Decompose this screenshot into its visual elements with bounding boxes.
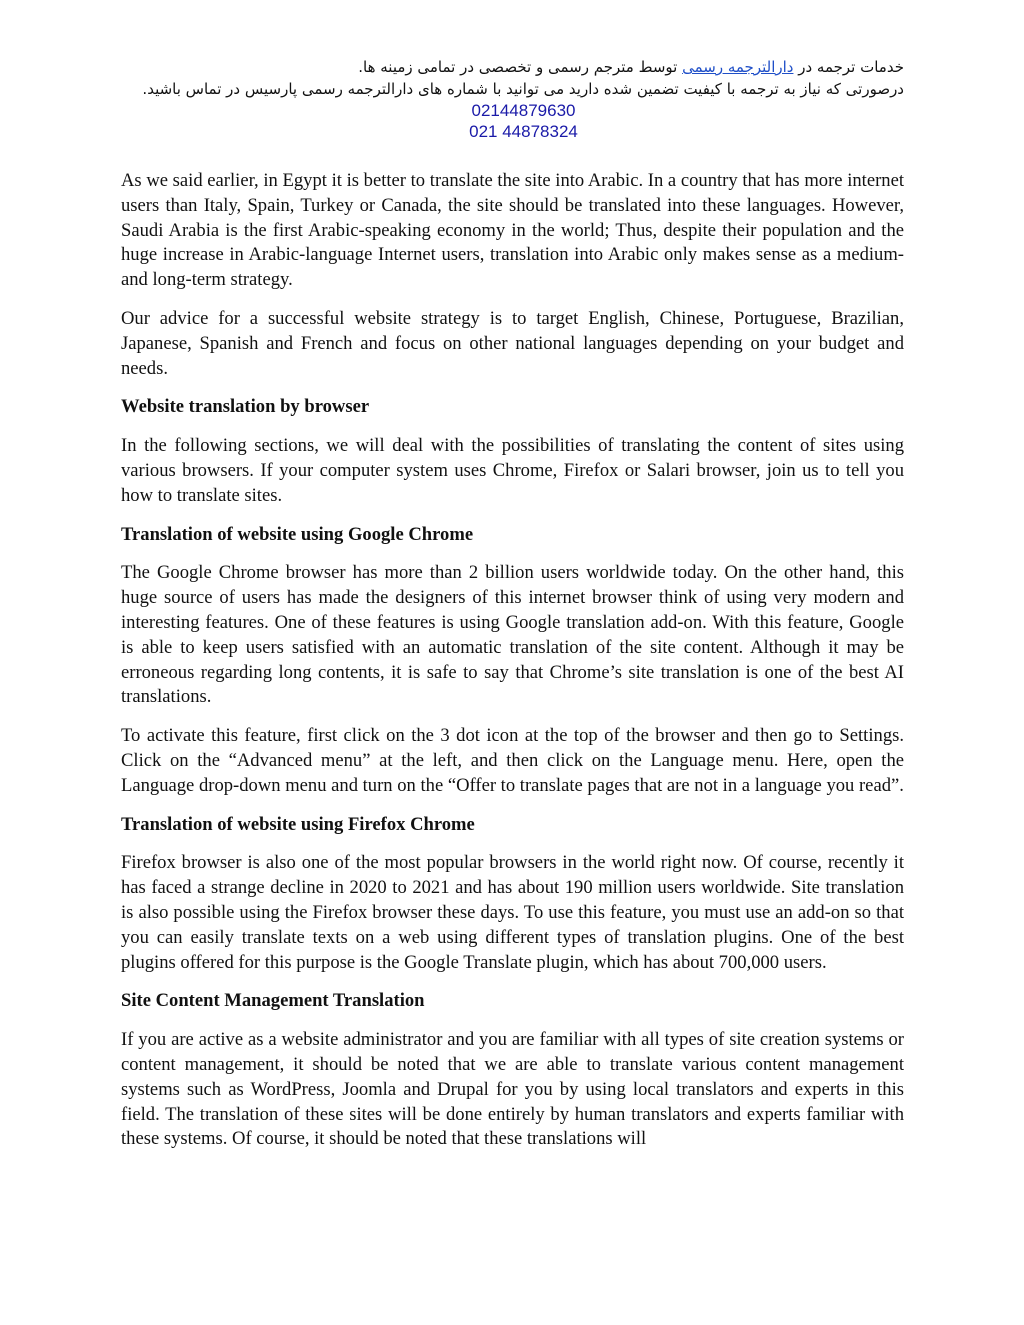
paragraph-chrome-users: The Google Chrome browser has more than 2 billion users worldwide today. On the other hand, this huge source of users has made the designers of this internet browser think of using very modern and interesting features. One of these features is using Google translation add-on. With this feature, Google is able to keep users satisfied with an automatic translation of the site content. Although it may be erroneous regarding long contents, it is safe to say that Chrome’s site translation is one of the best AI translations. xyxy=(121,562,904,708)
paragraph-cms: If you are active as a website administrator and you are familiar with all types of site creation systems or content management, it should be noted that we are able to translate various content management systems such as WordPress, Joomla and Drupal for you by using local translators and experts in this field. The translation of these sites will be done entirely by human translators and experts familiar with these systems. Of course, it should be noted that these translations will xyxy=(121,1029,904,1150)
document-body xyxy=(121,169,904,1166)
header-line-1-prefix: خدمات ترجمه در xyxy=(793,58,904,76)
heading-browser-translation: Website translation by browser xyxy=(121,396,370,418)
header-line-2: درصورتی که نیاز به ترجمه با کیفیت تضمین شده دارید می توانید با شماره های دارالترجمه رسمی پارسیس در تماس باشید. xyxy=(142,80,904,98)
paragraph-browser-intro: In the following sections, we will deal with the possibilities of translating the content of sites using various browsers. If your computer system uses Chrome, Firefox or Salari browser, join us to tell you how to translate sites. xyxy=(121,435,904,506)
paragraph-chrome-activation: To activate this feature, first click on the 3 dot icon at the top of the browser and then go to Settings. Click on the “Advanced menu” at the left, and then click on the Language menu. Here, open the Language drop-down menu and turn on the “Offer to translate pages that are not in a language you read”. xyxy=(121,725,904,796)
official-translation-link[interactable]: دارالترجمه رسمی xyxy=(682,58,794,76)
paragraph-firefox: Firefox browser is also one of the most popular browsers in the world right now. Of course, recently it has faced a strange decline in 2020 to 2021 and has about 190 million users worldwide. Site translation is also possible using the Firefox browser these days. To use this feature, you must use an add-on so that you can easily translate texts on a web using different types of translation plugins. One of the best plugins offered for this purpose is the Google Translate plugin, which has about 700,000 users. xyxy=(121,852,904,973)
phone-number-1[interactable]: 02144879630 xyxy=(471,101,576,120)
heading-google-chrome: Translation of website using Google Chrome xyxy=(121,523,474,545)
header-line-1-suffix: توسط مترجم رسمی و تخصصی در تمامی زمینه ها. xyxy=(358,58,683,76)
phone-numbers xyxy=(121,100,904,142)
paragraph-egypt-arabic: As we said earlier, in Egypt it is better to translate the site into Arabic. In a country that has more internet users than Italy, Spain, Turkey or Canada, the site should be translated into these languages. However, Saudi Arabia is the first Arabic-speaking economy in the world; Thus, despite their population and the huge increase in Arabic-language Internet users, translation into Arabic only makes sense as a medium- and long-term strategy. xyxy=(121,170,904,291)
heading-cms-translation: Site Content Management Translation xyxy=(121,990,425,1012)
phone-number-2[interactable]: 021 44878324 xyxy=(469,122,578,141)
header-line-1 xyxy=(121,56,904,78)
paragraph-strategy-advice: Our advice for a successful website strategy is to target English, Chinese, Portuguese, Brazilian, Japanese, Spanish and French and focus on other national languages depending on your budget and needs. xyxy=(121,307,904,379)
heading-firefox: Translation of website using Firefox Chrome xyxy=(121,813,475,835)
page-header xyxy=(121,56,904,142)
